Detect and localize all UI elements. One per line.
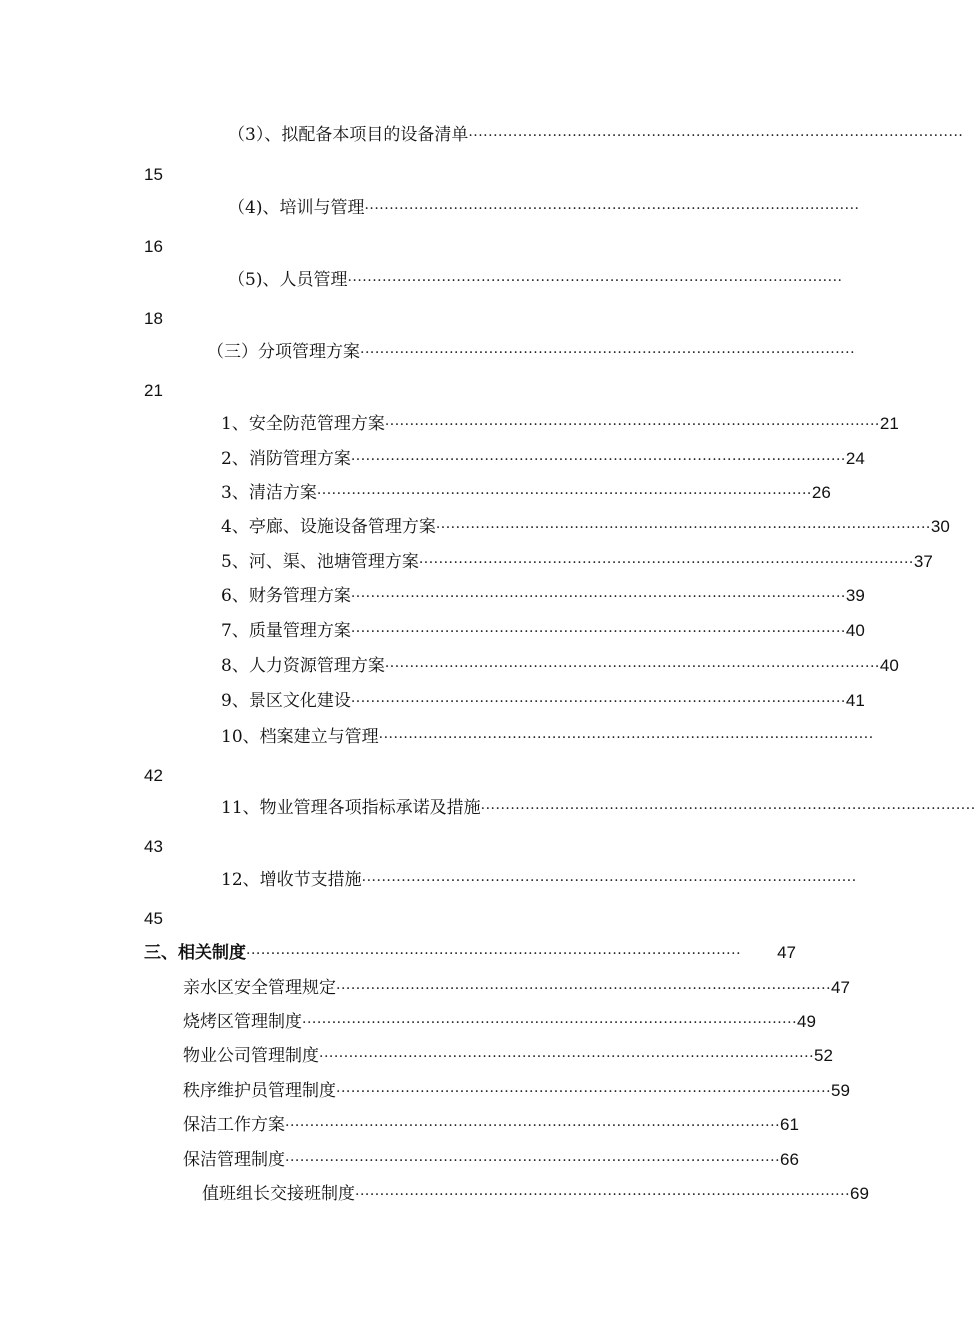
toc-entry-text: 值班组长交接班制度 bbox=[202, 1184, 355, 1204]
toc-leader-dots: ···································································································· bbox=[355, 1187, 851, 1203]
toc-entry-page: 40 bbox=[879, 656, 899, 675]
toc-entry[interactable] bbox=[183, 977, 850, 1000]
toc-entry-text: 8、人力资源管理方案 bbox=[221, 656, 385, 676]
toc-entry[interactable] bbox=[221, 482, 831, 505]
toc-leader-dots: ···································································································· bbox=[468, 128, 964, 144]
toc-entry-page: 21 bbox=[144, 381, 163, 400]
toc-entry[interactable] bbox=[221, 869, 857, 892]
toc-entry-text: 2、消防管理方案 bbox=[221, 449, 351, 469]
toc-entry-text: 物业公司管理制度 bbox=[183, 1046, 319, 1066]
toc-entry[interactable] bbox=[221, 726, 874, 749]
toc-entry[interactable] bbox=[228, 124, 964, 147]
toc-entry[interactable] bbox=[221, 620, 865, 643]
toc-entry-text: 三、相关制度 bbox=[144, 943, 246, 963]
toc-entry-page: 15 bbox=[144, 165, 163, 184]
toc-entry-text: （5)、人员管理 bbox=[228, 270, 348, 290]
toc-entry-text: 保洁管理制度 bbox=[183, 1150, 285, 1170]
toc-entry[interactable] bbox=[221, 690, 865, 713]
toc-leader-dots: ···································································································· bbox=[285, 1118, 781, 1134]
toc-entry-page: 43 bbox=[144, 837, 163, 856]
toc-entry[interactable] bbox=[221, 797, 976, 820]
toc-leader-dots: ···································································································· bbox=[336, 981, 832, 997]
toc-leader-dots: ···································································································· bbox=[246, 946, 742, 962]
toc-leader-dots: ···································································································· bbox=[364, 201, 860, 217]
toc-entry-page: 47 bbox=[777, 943, 796, 962]
toc-entry-page: 66 bbox=[780, 1150, 799, 1169]
toc-entry-page: 45 bbox=[144, 909, 163, 928]
toc-leader-dots: ···································································································· bbox=[378, 730, 874, 746]
toc-entry-page: 16 bbox=[144, 237, 163, 256]
toc-leader-dots: ···································································································· bbox=[435, 520, 931, 536]
toc-entry[interactable] bbox=[228, 269, 843, 292]
toc-entry-text: 烧烤区管理制度 bbox=[183, 1012, 302, 1032]
toc-entry[interactable] bbox=[221, 585, 865, 608]
toc-leader-dots: ···································································································· bbox=[360, 345, 856, 361]
toc-leader-dots: ···································································································· bbox=[336, 1084, 832, 1100]
toc-entry-text: 3、清洁方案 bbox=[221, 483, 317, 503]
toc-entry[interactable] bbox=[202, 1183, 869, 1206]
toc-entry-text: 4、亭廊、设施设备管理方案 bbox=[221, 517, 436, 537]
toc-entry-page: 41 bbox=[845, 691, 865, 710]
toc-entry-page: 52 bbox=[814, 1046, 833, 1065]
toc-leader-dots: ···································································································· bbox=[480, 801, 976, 817]
toc-entry[interactable] bbox=[228, 197, 860, 220]
toc-entry[interactable] bbox=[221, 655, 899, 678]
toc-entry-text: 7、质量管理方案 bbox=[221, 621, 351, 641]
toc-leader-dots: ···································································································· bbox=[350, 452, 846, 468]
toc-leader-dots: ···································································································· bbox=[418, 555, 914, 571]
toc-entry[interactable] bbox=[221, 551, 933, 574]
toc-entry-text: （3）、拟配备本项目的设备清单 bbox=[228, 125, 469, 145]
toc-entry[interactable] bbox=[183, 1011, 816, 1034]
toc-entry-text: 秩序维护员管理制度 bbox=[183, 1081, 336, 1101]
toc-entry-page: 18 bbox=[144, 309, 163, 328]
toc-leader-dots: ···································································································· bbox=[302, 1015, 798, 1031]
toc-entry-text: 1、安全防范管理方案 bbox=[221, 414, 385, 434]
toc-leader-dots: ···································································································· bbox=[350, 589, 846, 605]
toc-entry-text: 9、景区文化建设 bbox=[221, 691, 351, 711]
toc-leader-dots: ···································································································· bbox=[350, 694, 846, 710]
toc-leader-dots: ···································································································· bbox=[316, 486, 812, 502]
toc-entry-text: 5、河、渠、池塘管理方案 bbox=[221, 552, 419, 572]
toc-entry-text: 12、增收节支措施 bbox=[221, 870, 362, 890]
toc-entry-page: 59 bbox=[831, 1081, 850, 1100]
toc-leader-dots: ···································································································· bbox=[350, 624, 846, 640]
toc-entry-page: 69 bbox=[850, 1184, 869, 1203]
toc-entry-page: 49 bbox=[797, 1012, 816, 1031]
toc-entry-text: 亲水区安全管理规定 bbox=[183, 978, 336, 998]
toc-entry[interactable] bbox=[183, 1114, 799, 1137]
toc-entry-page: 24 bbox=[845, 449, 865, 468]
toc-leader-dots: ···································································································· bbox=[384, 659, 880, 675]
toc-entry-page: 61 bbox=[780, 1115, 799, 1134]
toc-entry-page: 42 bbox=[144, 766, 163, 785]
toc-leader-dots: ···································································································· bbox=[347, 273, 843, 289]
toc-entry-text: 10、档案建立与管理 bbox=[221, 727, 379, 747]
toc-section-heading[interactable] bbox=[144, 942, 796, 965]
toc-entry-text: 保洁工作方案 bbox=[183, 1115, 285, 1135]
toc-entry-page: 30 bbox=[930, 517, 950, 536]
toc-entry[interactable] bbox=[183, 1045, 833, 1068]
toc-leader-dots: ···································································································· bbox=[319, 1049, 815, 1065]
toc-entry-page: 37 bbox=[913, 552, 933, 571]
toc-entry[interactable] bbox=[183, 1149, 799, 1172]
toc-entry-page: 47 bbox=[831, 978, 850, 997]
toc-entry-text: （三）分项管理方案 bbox=[207, 342, 360, 362]
toc-leader-dots: ···································································································· bbox=[384, 417, 880, 433]
toc-entry-page: 39 bbox=[845, 586, 865, 605]
toc-leader-dots: ···································································································· bbox=[285, 1153, 781, 1169]
toc-entry-page: 40 bbox=[845, 621, 865, 640]
toc-entry-text: 11、物业管理各项指标承诺及措施 bbox=[221, 798, 481, 818]
toc-entry[interactable] bbox=[221, 516, 950, 539]
toc-entry-page: 21 bbox=[879, 414, 899, 433]
toc-entry-text: 6、财务管理方案 bbox=[221, 586, 351, 606]
toc-entry-text: （4)、培训与管理 bbox=[228, 198, 365, 218]
toc-entry-page: 26 bbox=[811, 483, 831, 502]
toc-leader-dots: ···································································································· bbox=[361, 873, 857, 889]
toc-entry[interactable] bbox=[207, 341, 856, 364]
toc-entry[interactable] bbox=[221, 448, 865, 471]
toc-entry[interactable] bbox=[183, 1080, 850, 1103]
toc-entry[interactable] bbox=[221, 413, 899, 436]
